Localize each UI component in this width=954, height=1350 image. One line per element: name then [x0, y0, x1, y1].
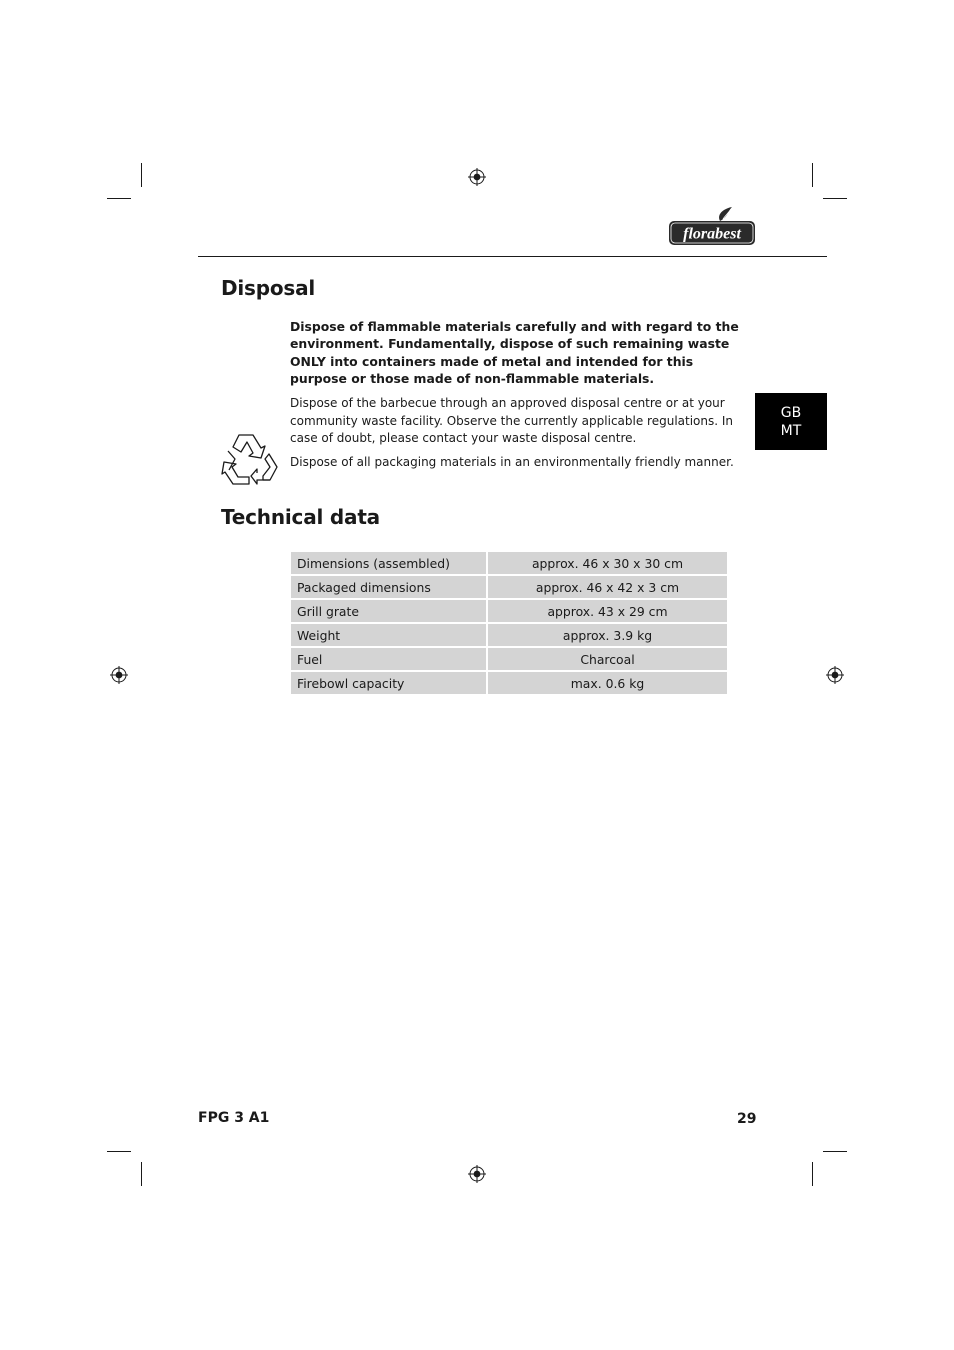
spec-value: approx. 3.9 kg — [488, 624, 727, 646]
disposal-barbecue-text: Dispose of the barbecue through an approved disposal centre or at your community waste facility. Observe the currently applicable regulations. In case of doubt, please contact your waste disposal centre. — [290, 396, 734, 446]
spec-value: max. 0.6 kg — [488, 672, 727, 694]
spec-label: Weight — [291, 624, 486, 646]
spec-value: Charcoal — [488, 648, 727, 670]
spec-label: Firebowl capacity — [291, 672, 486, 694]
brand-name: florabest — [683, 225, 741, 243]
registration-mark-icon — [468, 1165, 486, 1183]
spec-label: Fuel — [291, 648, 486, 670]
registration-mark-icon — [110, 666, 128, 684]
language-tab — [755, 393, 827, 450]
crop-mark — [812, 163, 813, 187]
crop-mark — [823, 1151, 847, 1152]
florabest-logo — [668, 207, 756, 247]
disposal-packaging-text: Dispose of all packaging materials in an environmentally friendly manner. — [290, 455, 734, 469]
spec-label: Grill grate — [291, 600, 486, 622]
spec-label: Packaged dimensions — [291, 576, 486, 598]
spec-value: approx. 46 x 30 x 30 cm — [488, 552, 727, 574]
registration-mark-icon — [826, 666, 844, 684]
table-row — [291, 576, 727, 598]
table-row — [291, 552, 727, 574]
language-code: MT — [780, 422, 802, 439]
technical-data-table — [289, 550, 729, 696]
footer-model-number: FPG 3 A1 — [198, 1110, 270, 1126]
crop-mark — [141, 163, 142, 187]
table-row — [291, 672, 727, 694]
crop-mark — [823, 198, 847, 199]
crop-mark — [107, 1151, 131, 1152]
table-row — [291, 624, 727, 646]
spec-value: approx. 43 x 29 cm — [488, 600, 727, 622]
table-row — [291, 648, 727, 670]
crop-mark — [812, 1162, 813, 1186]
spec-value: approx. 46 x 42 x 3 cm — [488, 576, 727, 598]
disposal-warning: Dispose of flammable materials carefully and with regard to the environment. Fundamentally, dispose of such remaining waste ONLY into containers made of metal and intended for this purpose or those made of non-flammable materials. — [290, 319, 739, 387]
language-code: GB — [780, 404, 802, 421]
crop-mark — [107, 198, 131, 199]
spec-label: Dimensions (assembled) — [291, 552, 486, 574]
page-number: 29 — [737, 1111, 757, 1127]
technical-data-heading: Technical data — [221, 505, 380, 529]
recycle-icon — [221, 432, 279, 488]
crop-mark — [141, 1162, 142, 1186]
header-rule — [198, 256, 827, 257]
table-row — [291, 600, 727, 622]
disposal-heading: Disposal — [221, 276, 316, 300]
registration-mark-icon — [468, 168, 486, 186]
